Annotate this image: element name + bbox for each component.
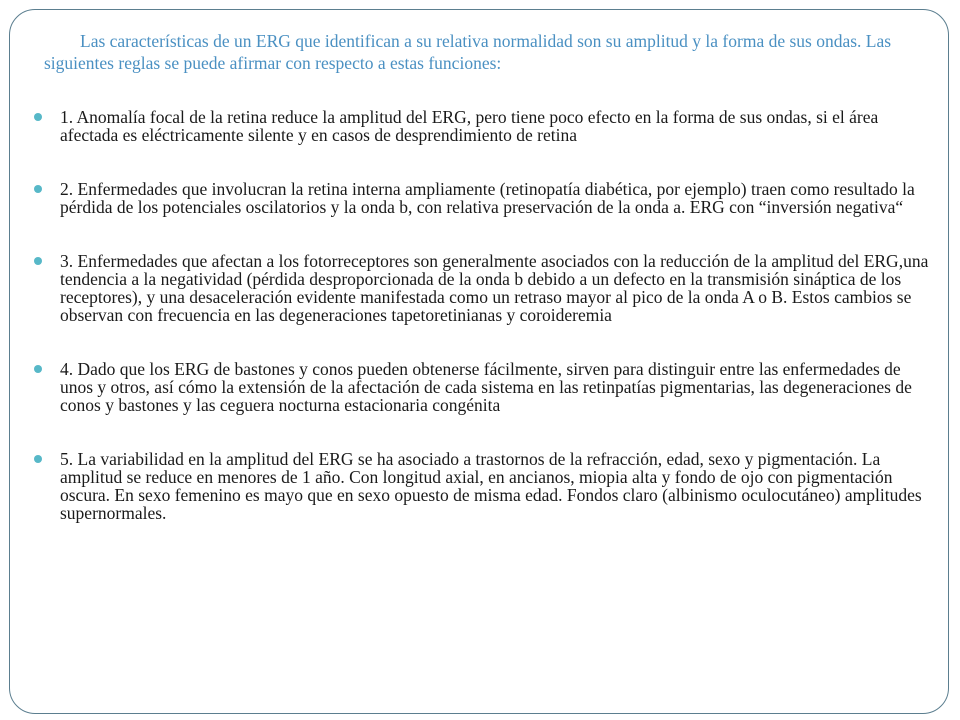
bullet-dot-icon	[34, 365, 42, 373]
bullet-item	[30, 252, 930, 324]
bullet-text: 1. Anomalía focal de la retina reduce la amplitud del ERG, pero tiene poco efecto en la forma de sus ondas, si el área afectada es eléctricamente silente y en casos de desprendimiento de retina	[60, 107, 879, 145]
bullet-item	[30, 450, 930, 522]
bullet-dot-icon	[34, 113, 42, 121]
bullet-item	[30, 180, 930, 216]
bullet-text: 5. La variabilidad en la amplitud del ERG se ha asociado a trastornos de la refracción, edad, sexo y pigmentación. La amplitud se reduce en menores de 1 año. Con longitud axial, en ancianos, miopia alta y fondo de ojo con pigmentación oscura. En sexo femenino es mayo que en sexo opuesto de misma edad. Fondos claro (albinismo oculocutáneo) amplitudes supernormales.	[60, 449, 922, 523]
bullet-text: 2. Enfermedades que involucran la retina interna ampliamente (retinopatía diabética, por ejemplo) traen como resultado la pérdida de los potenciales oscilatorios y la onda b, con relativa preservación de la onda a. ERG con “inversión negativa“	[60, 179, 915, 217]
bullet-list	[30, 108, 930, 522]
intro-paragraph: Las características de un ERG que identifican a su relativa normalidad son su amplitud y la forma de sus ondas. Las siguientes reglas se puede afirmar con respecto a estas funciones:	[44, 31, 892, 73]
bullet-item	[30, 108, 930, 144]
bullet-dot-icon	[34, 185, 42, 193]
bullet-text: 3. Enfermedades que afectan a los fotorreceptores son generalmente asociados con la reducción de la amplitud del ERG,una tendencia a la negatividad (pérdida desproporcionada de la onda b debido a un defecto en la transmisión sináptica de los receptores), y una desaceleración evidente manifestada como un retraso mayor al pico de la onda A o B. Estos cambios se observan con frecuencia en las degeneraciones tapetoretinianas y coroideremia	[60, 251, 929, 325]
bullet-dot-icon	[34, 257, 42, 265]
bullet-text: 4. Dado que los ERG de bastones y conos pueden obtenerse fácilmente, sirven para distinguir entre las enfermedades de unos y otros, así cómo la extensión de la afectación de cada sistema en las retinpatías pigmentarias, las degeneraciones de conos y bastones y las ceguera nocturna estacionaria congénita	[60, 359, 912, 415]
bullet-dot-icon	[34, 455, 42, 463]
bullet-item	[30, 360, 930, 414]
